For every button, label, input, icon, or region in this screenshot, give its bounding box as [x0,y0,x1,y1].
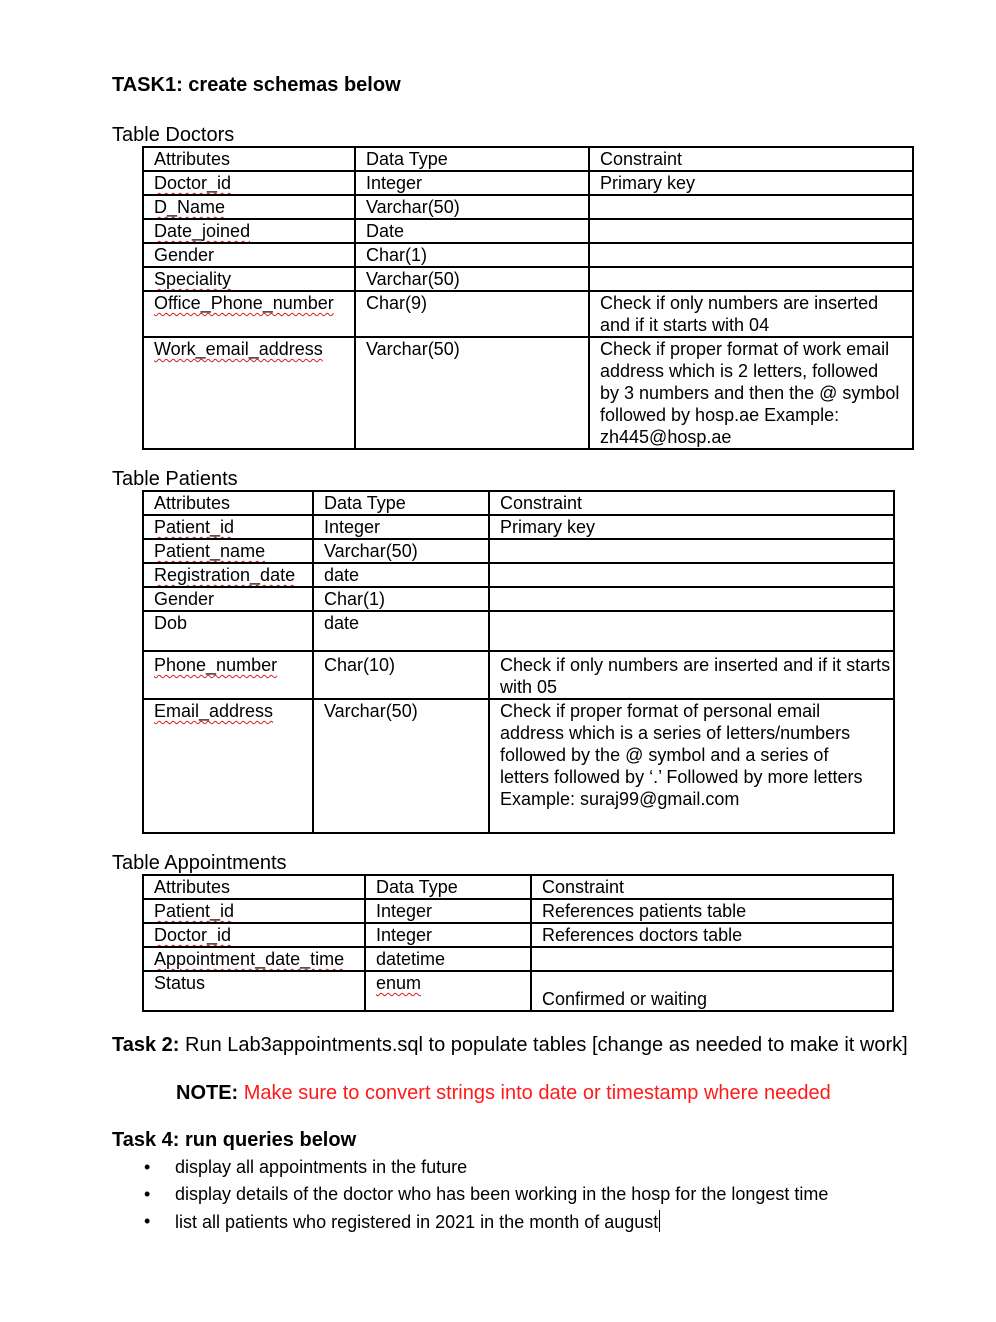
patients-table [142,490,895,834]
constraint [589,267,913,291]
data-type: Varchar(50) [355,195,589,219]
query-text: display details of the doctor who has been working in the hosp for the longest time [175,1184,829,1204]
table-row [143,267,913,291]
constraint: Check if only numbers are inserted and if it starts with 04 [589,291,913,337]
constraint: References patients table [531,899,893,923]
constraint: Check if proper format of work email address which is 2 letters, followed by 3 numbers and then the @ symbol followed by hosp.ae Example: zh445@hosp.ae [589,337,913,449]
bullet-icon: • [144,1211,151,1231]
note-label: NOTE: [176,1082,239,1104]
query-text: display all appointments in the future [175,1157,468,1177]
table-row [143,291,913,337]
attribute-name: Dob [143,611,313,651]
data-type: Varchar(50) [313,699,489,833]
constraint: Confirmed or waiting [531,971,893,1011]
task2-label: Task 2: [112,1034,180,1056]
attribute-name: Patient_id [154,517,235,537]
table-row [143,947,893,971]
constraint [589,219,913,243]
data-type: Char(9) [355,291,589,337]
data-type: Integer [313,515,489,539]
appointments-table [142,874,894,1012]
data-type: Integer [365,923,531,947]
bullet-icon: • [144,1157,151,1177]
attribute-name: Patient_id [154,901,235,921]
data-type: enum [376,973,422,993]
data-type: Varchar(50) [355,267,589,291]
data-type: Integer [365,899,531,923]
header-cell: Attributes [143,491,313,515]
constraint [489,611,894,651]
task4-heading: Task 4: run queries below [112,1129,357,1151]
table-row [143,971,893,1011]
task2-note [176,1081,831,1105]
data-type: Char(1) [355,243,589,267]
constraint [489,539,894,563]
doctors-table [142,146,914,450]
data-type: Integer [355,171,589,195]
header-cell: Constraint [489,491,894,515]
data-type: Varchar(50) [313,539,489,563]
doctors-table-caption: Table Doctors [112,124,235,146]
list-item [112,1183,828,1210]
list-item [112,1156,828,1183]
attribute-name: Appointment_date_time [154,949,345,969]
data-type: Varchar(50) [355,337,589,449]
text-cursor [659,1210,660,1232]
table-row [143,243,913,267]
header-cell: Data Type [313,491,489,515]
table-row [143,539,894,563]
constraint [531,947,893,971]
bullet-icon: • [144,1184,151,1204]
patients-table-caption: Table Patients [112,468,238,490]
list-item [112,1210,828,1237]
header-cell: Attributes [143,147,355,171]
header-cell: Data Type [365,875,531,899]
data-type: date [313,563,489,587]
attribute-name: D_Name [154,197,226,217]
attribute-name: Doctor_id [154,925,232,945]
header-cell: Constraint [531,875,893,899]
constraint: References doctors table [531,923,893,947]
constraint [489,699,894,833]
attribute-name: Registration_date [154,565,296,585]
table-row [143,899,893,923]
note-text: Make sure to convert strings into date or timestamp where needed [238,1082,831,1104]
constraint [489,587,894,611]
table-row [143,699,894,833]
data-type: date [313,611,489,651]
attribute-name: Work_email_address [154,339,323,359]
attribute-name: Status [143,971,365,1011]
table-row [143,587,894,611]
header-cell: Constraint [589,147,913,171]
constraint [589,243,913,267]
query-text: list all patients who registered in 2021 in the month of august [175,1212,659,1232]
data-type: Date [355,219,589,243]
table-row [143,563,894,587]
attribute-name: Email_address [154,701,274,721]
attribute-name: Gender [143,587,313,611]
table-row [143,515,894,539]
data-type: Char(1) [313,587,489,611]
attribute-name: Speciality [154,269,232,289]
header-cell: Attributes [143,875,365,899]
table-row [143,611,894,651]
table-row [143,337,913,449]
constraint: Check if only numbers are inserted and if it starts with 05 [489,651,894,699]
attribute-name: Phone_number [154,655,278,675]
constraint-example: Example: suraj99@gmail.com [500,789,740,809]
table-header-row [143,147,913,171]
task2-text: Run Lab3appointments.sql to populate tables [change as needed to make it work] [179,1034,908,1056]
table-row [143,651,894,699]
table-row [143,923,893,947]
table-row [143,219,913,243]
table-row [143,171,913,195]
data-type: datetime [365,947,531,971]
constraint: Primary key [589,171,913,195]
attribute-name: Office_Phone_number [154,293,334,313]
constraint: Primary key [489,515,894,539]
table-row [143,195,913,219]
constraint [489,563,894,587]
constraint [589,195,913,219]
constraint-text: Check if proper format of personal email address which is a series of letters/numbers followed by the @ symbol and a series of letters followed by ‘.’ Followed by more letters [500,701,863,787]
data-type: Char(10) [313,651,489,699]
header-cell: Data Type [355,147,589,171]
attribute-name: Doctor_id [154,173,232,193]
attribute-name: Gender [143,243,355,267]
table-header-row [143,875,893,899]
task2-paragraph [112,1033,912,1057]
appointments-table-caption: Table Appointments [112,852,287,874]
table-header-row [143,491,894,515]
attribute-name: Date_joined [154,221,251,241]
attribute-name: Patient_name [154,541,266,561]
task1-heading: TASK1: create schemas below [112,74,401,96]
task4-query-list [112,1156,828,1237]
